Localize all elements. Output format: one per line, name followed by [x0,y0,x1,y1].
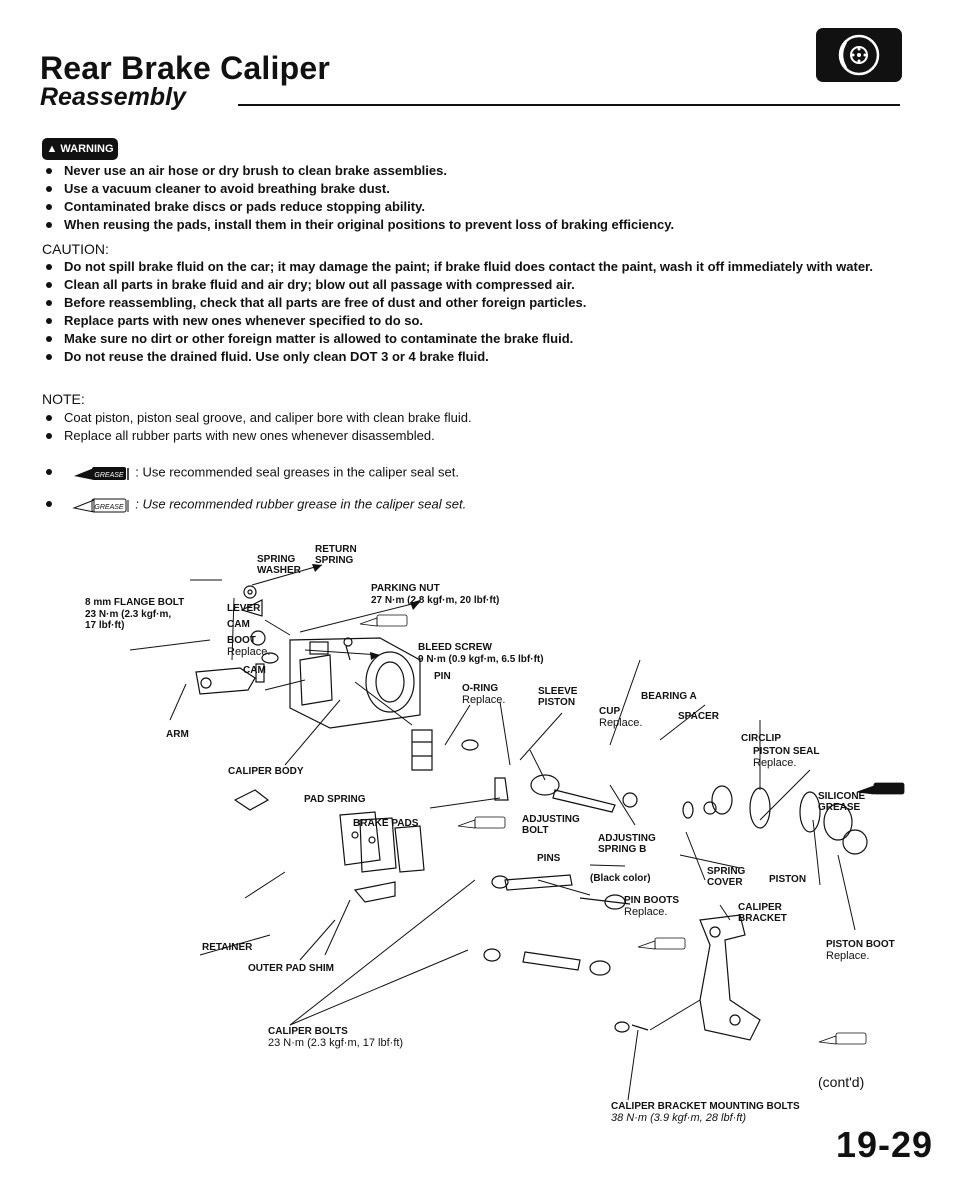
label-bracket-mounting-bolts: CALIPER BRACKET MOUNTING BOLTS [611,1101,800,1112]
label-boot: BOOT [227,635,256,646]
label-pad-spring: PAD SPRING [304,794,366,805]
label-piston-boot: PISTON BOOT [826,939,895,950]
note-item: Coat piston, piston seal groove, and caliper bore with clean brake fluid. [42,409,902,427]
label-boot-replace: Replace. [227,646,271,658]
continued-note: (cont'd) [818,1074,865,1090]
warning-item: Contaminated brake discs or pads reduce stopping ability. [42,198,902,216]
label-brake-pads: BRAKE PADS [353,818,419,829]
label-caliper-bolts-torque: 23 N·m (2.3 kgf·m, 17 lbf·ft) [268,1037,404,1049]
label-o-ring: O-RING [462,683,499,694]
label-bleed-screw: BLEED SCREW [418,642,492,653]
label-caliper-bracket: CALIPER BRACKET [738,902,787,924]
caution-item: Do not reuse the drained fluid. Use only clean DOT 3 or 4 brake fluid. [42,348,912,366]
label-outer-pad-shim: OUTER PAD SHIM [248,963,334,974]
warning-item: When reusing the pads, install them in their original positions to prevent loss of braking efficiency. [42,216,902,234]
warning-item: Never use an air hose or dry brush to clean brake assemblies. [42,162,902,180]
label-piston: PISTON [769,874,807,885]
caliper-bolts-part [484,949,610,975]
label-cup: CUP [599,706,621,717]
label-pin: PIN [434,671,451,682]
label-flange-bolt-torque: 23 N·m (2.3 kgf·m, 17 lbf·ft) [85,609,172,631]
note-heading: NOTE: [42,391,85,407]
label-silicone-grease: SILICONE GREASE [818,791,866,813]
page-title: Rear Brake Caliper [40,50,330,86]
label-circlip: CIRCLIP [741,733,781,744]
section-subtitle: Reassembly [40,83,186,111]
outer-pad-shim-part [355,882,395,902]
label-pin-boots: PIN BOOTS [624,895,680,906]
label-parking-nut-torque: 27 N·m (2.8 kgf·m, 20 lbf·ft) [371,595,500,606]
label-retainer: RETAINER [202,942,253,953]
label-cam: CAM [227,619,250,630]
caution-item: Clean all parts in brake fluid and air dry; blow out all passage with compressed air. [42,276,912,294]
caliper-bracket-part [700,915,760,1040]
label-parking-nut: PARKING NUT [371,583,440,594]
label-spacer: SPACER [678,711,719,722]
retainer-part [235,790,268,810]
label-flange-bolt: 8 mm FLANGE BOLT [85,597,185,608]
label-bracket-mounting-bolts-torque: 38 N·m (3.9 kgf·m, 28 lbf·ft) [611,1112,747,1124]
label-pin-boots-replace: Replace. [624,906,668,918]
label-adjusting-spring-b: ADJUSTING SPRING B [598,833,656,855]
label-spring-cover: SPRING COVER [707,866,746,888]
warning-badge: ▲ WARNING [42,138,118,160]
svg-text:GREASE: GREASE [94,504,124,511]
caution-heading: CAUTION: [42,241,109,257]
label-arm: ARM [166,729,189,740]
label-piston-boot-replace: Replace. [826,950,870,962]
warning-triangle-icon: ▲ [46,143,58,155]
label-lever: LEVER [227,603,261,614]
label-return-spring: RETURN SPRING [315,544,357,566]
label-piston-seal: PISTON SEAL [753,746,820,757]
svg-text:GREASE: GREASE [94,472,124,479]
label-o-ring-replace: Replace. [462,694,506,706]
label-pins: PINS [537,853,561,864]
label-spring-washer: SPRING WASHER [257,554,301,576]
label-bleed-screw-torque: 9 N·m (0.9 kgf·m, 6.5 lbf·ft) [418,654,544,665]
label-caliper-body: CALIPER BODY [228,766,304,777]
label-black-color: (Black color) [590,873,651,884]
label-bearing-a: BEARING A [641,691,697,702]
note-item: Replace all rubber parts with new ones whenever disassembled. [42,427,902,445]
rubber-grease-note: GREASE : Use recommended rubber grease in the caliper seal set. [42,494,466,516]
caution-item: Before reassembling, check that all parts are free of dust and other foreign particles. [42,294,912,312]
label-cup-replace: Replace. [599,717,643,729]
bracket-mounting-bolt-part [615,1022,648,1032]
caution-item: Replace parts with new ones whenever specified to do so. [42,312,912,330]
label-caliper-bolts: CALIPER BOLTS [268,1026,348,1037]
caliper-body-part [290,638,420,728]
label-sleeve-piston: SLEEVE PISTON [538,686,578,708]
warning-item: Use a vacuum cleaner to avoid breathing brake dust. [42,180,902,198]
label-adjusting-bolt: ADJUSTING BOLT [522,814,580,836]
label-cam-2: CAM [243,665,266,676]
caution-item: Make sure no dirt or other foreign matter is allowed to contaminate the brake fluid. [42,330,912,348]
caution-item: Do not spill brake fluid on the car; it may damage the paint; if brake fluid does contact the paint, wash it off immediately with water. [42,258,912,276]
page-number: 19-29 [836,1124,934,1165]
pad-spring-part [412,730,432,770]
seal-grease-note: GREASE : Use recommended seal greases in the caliper seal set. [42,462,459,484]
label-piston-seal-replace: Replace. [753,757,797,769]
